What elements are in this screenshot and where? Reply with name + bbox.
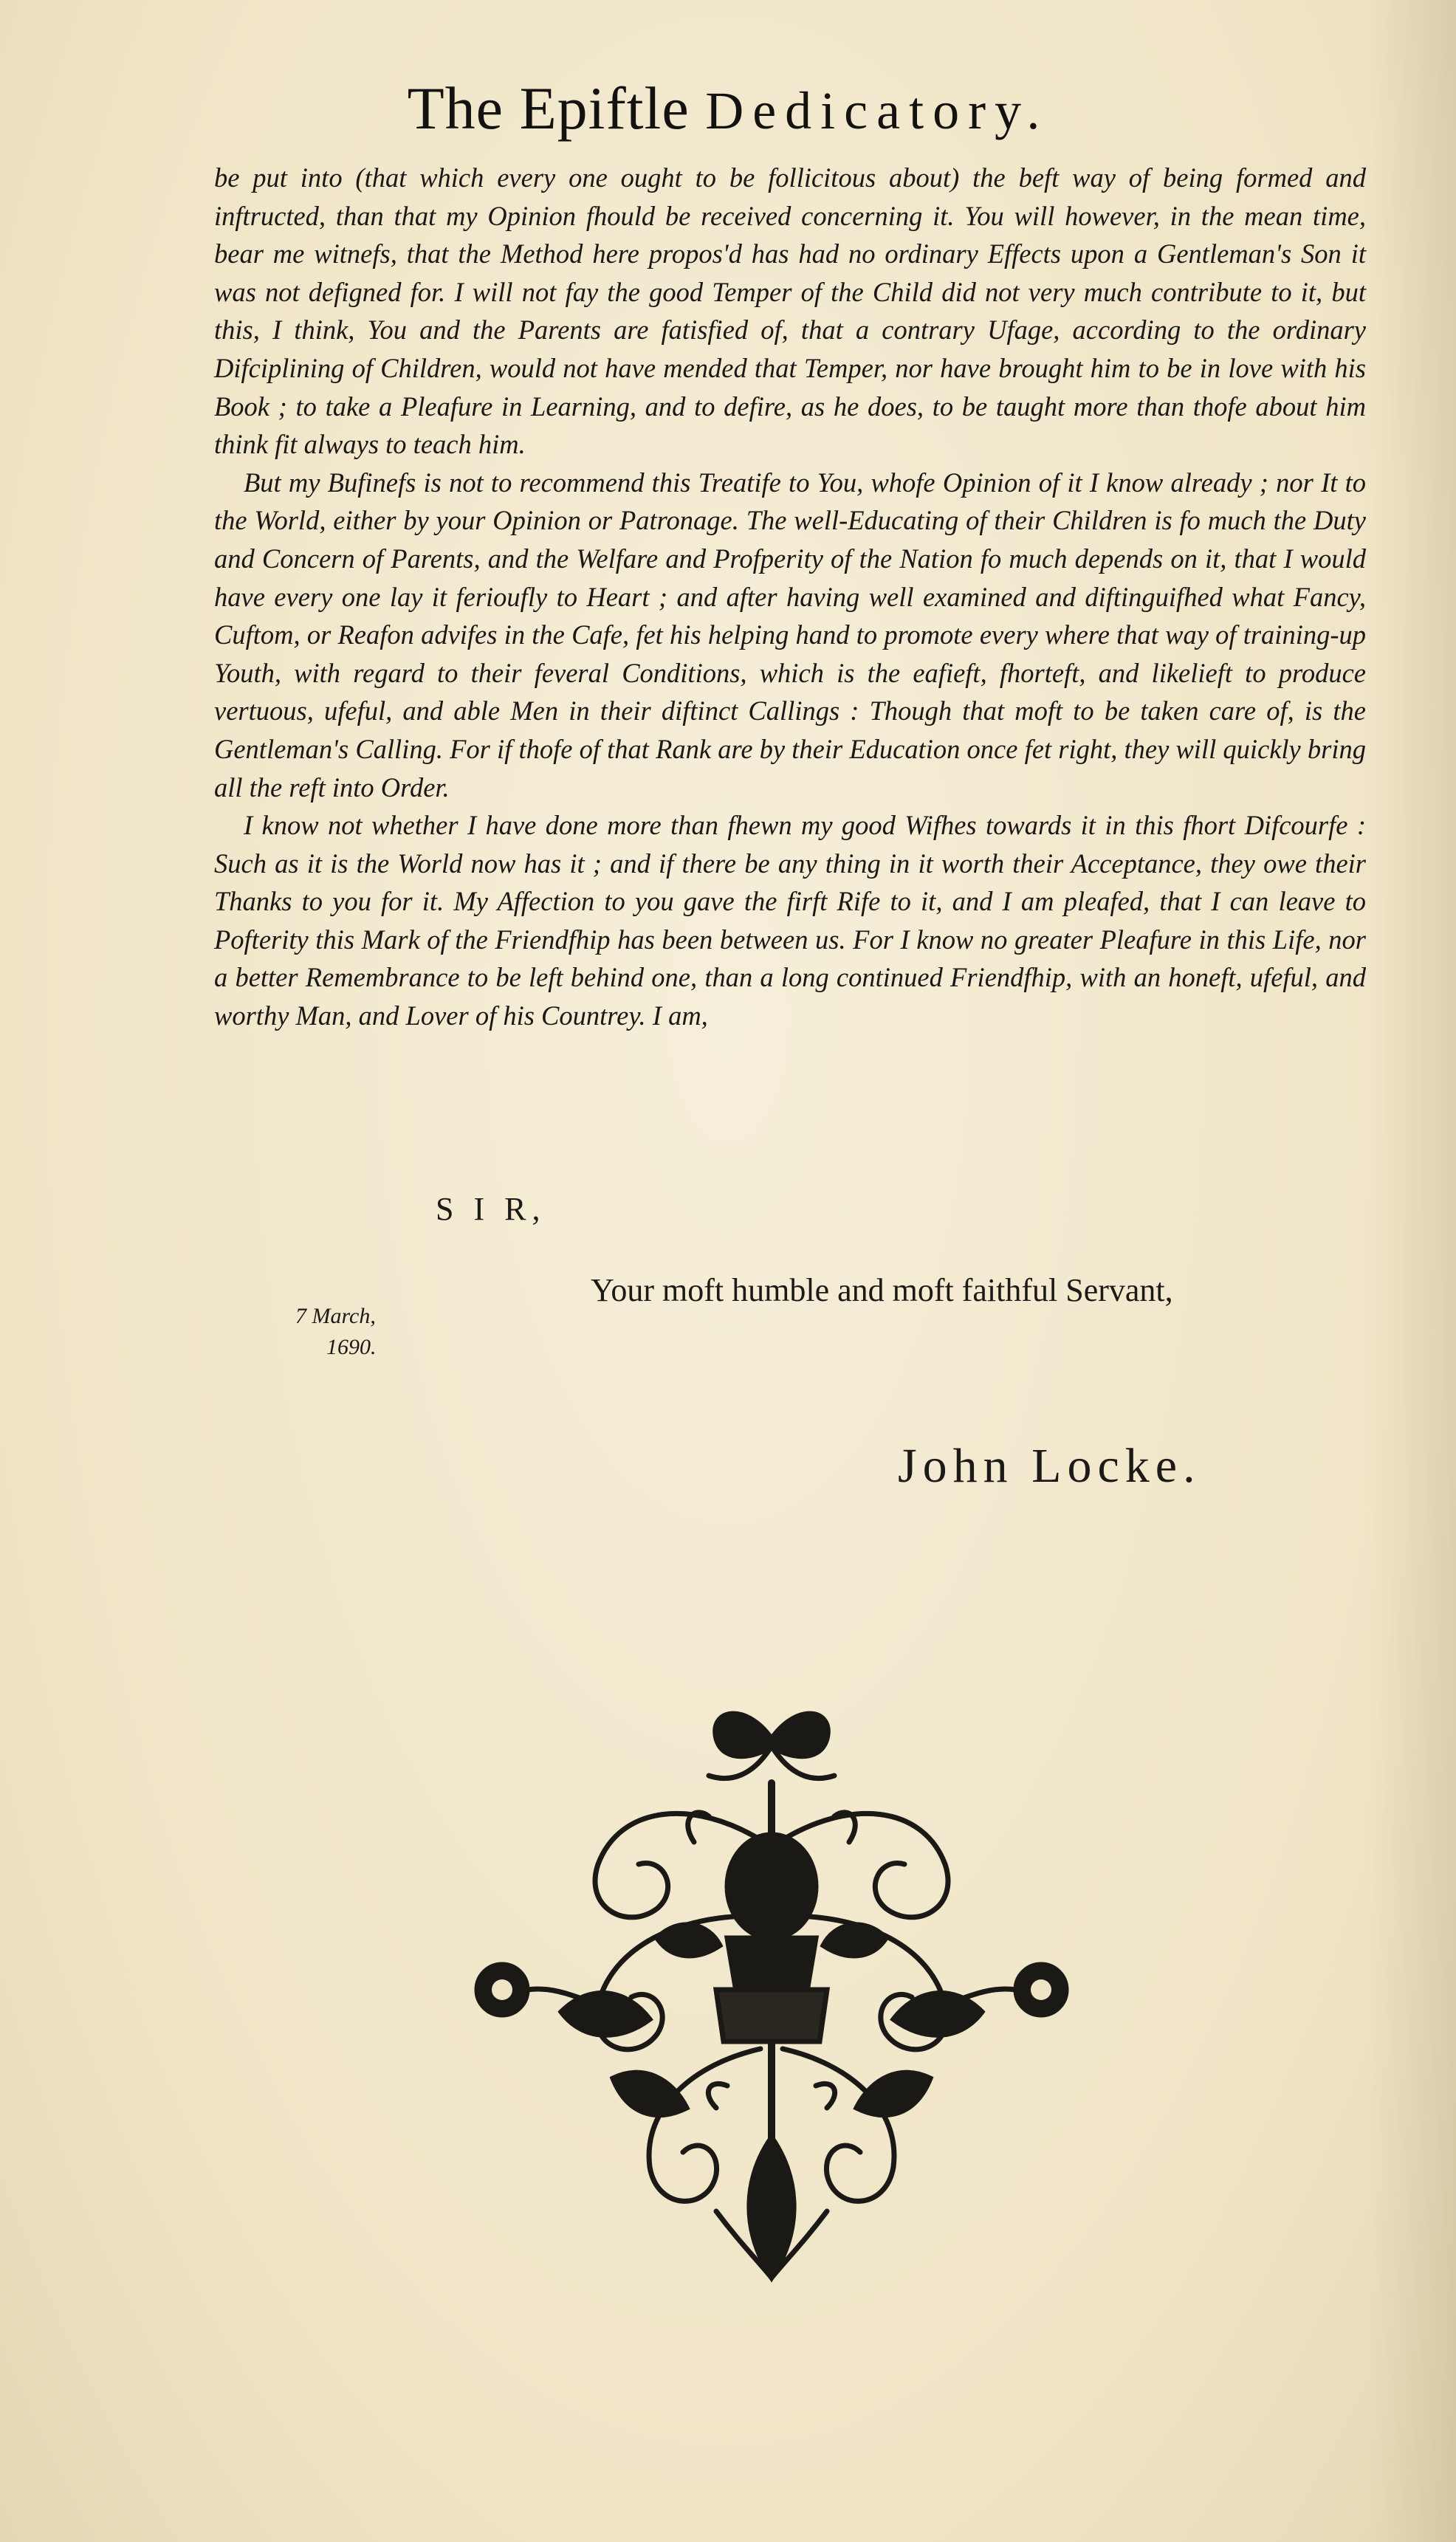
servant-line: Your moft humble and moft faithful Servant, xyxy=(591,1272,1173,1308)
salutation: S I R, xyxy=(436,1191,546,1227)
dedication-body xyxy=(214,159,1366,1035)
page-edge-shadow xyxy=(1367,0,1456,2542)
paragraph-2: But my Bufinefs is not to recommend this Treatife to You, whofe Opinion of it I know already ; nor It to the World, either by your Opinion or Patronage. The well-Educating of their Children is fo much the Duty and Concern of Parents, and the Welfare and Profperity of the Nation fo much depends on it, that I would have every one lay it ferioufly to Heart ; and after having well examined and diftinguifhed what Fancy, Cuftom, or Reafon advifes in the Cafe, fet his helping hand to promote every where that way of training-up Youth, with regard to their feveral Conditions, which is the eafieft, fhorteft, and likelieft to produce vertuous, ufeful, and able Men in their diftinct Callings : Though that moft to be taken care of, is the Gentleman's Calling. For if thofe of that Rank are by their Education once fet right, they will quickly bring all the reft into Order. xyxy=(214,467,1366,803)
title-epistle: The Epiftle xyxy=(407,75,690,142)
paragraph-3: I know not whether I have done more than fhewn my good Wifhes towards it in this fhort Difcourfe : Such as it is the World now has it ; and if there be any thing in it worth their Acceptance, they owe their Thanks to you for it. My Affection to you gave the firft Rife to it, and I am pleafed, that I can leave to Pofterity this Mark of the Friendfhip has been between us. For I know no greater Pleafure in this Life, nor a better Remembrance to be left behind one, than a long continued Friendfhip, with an honeft, ufeful, and worthy Man, and Lover of his Countrey. I am, xyxy=(214,810,1366,1031)
date-block xyxy=(295,1301,377,1363)
paragraph-1: be put into (that which every one ought to be follicitous about) the beft way of being formed and inftructed, than that my Opinion fhould be received concerning it. You will however, in the mean time, bear me witnefs, that the Method here propos'd has had no ordinary Effects upon a Gentleman's Son it was not defigned for. I will not fay the good Temper of the Child did not very much contribute to it, but this, I think, You and the Parents are fatisfied of, that a contrary Ufage, according to the ordinary Difciplining of Children, would not have mended that Temper, nor have brought him to be in love with his Book ; to take a Pleafure in Learning, and to defire, as he does, to be taught more than thofe about him think fit always to teach him. xyxy=(214,162,1366,460)
title-dedicatory: Dedicatory. xyxy=(705,81,1049,140)
date-year: 1690. xyxy=(326,1335,377,1359)
date-day: 7 March, xyxy=(295,1304,376,1328)
signature: John Locke. xyxy=(898,1439,1201,1493)
floral-tailpiece-ornament-icon xyxy=(473,1694,1071,2285)
page-title xyxy=(0,74,1456,143)
